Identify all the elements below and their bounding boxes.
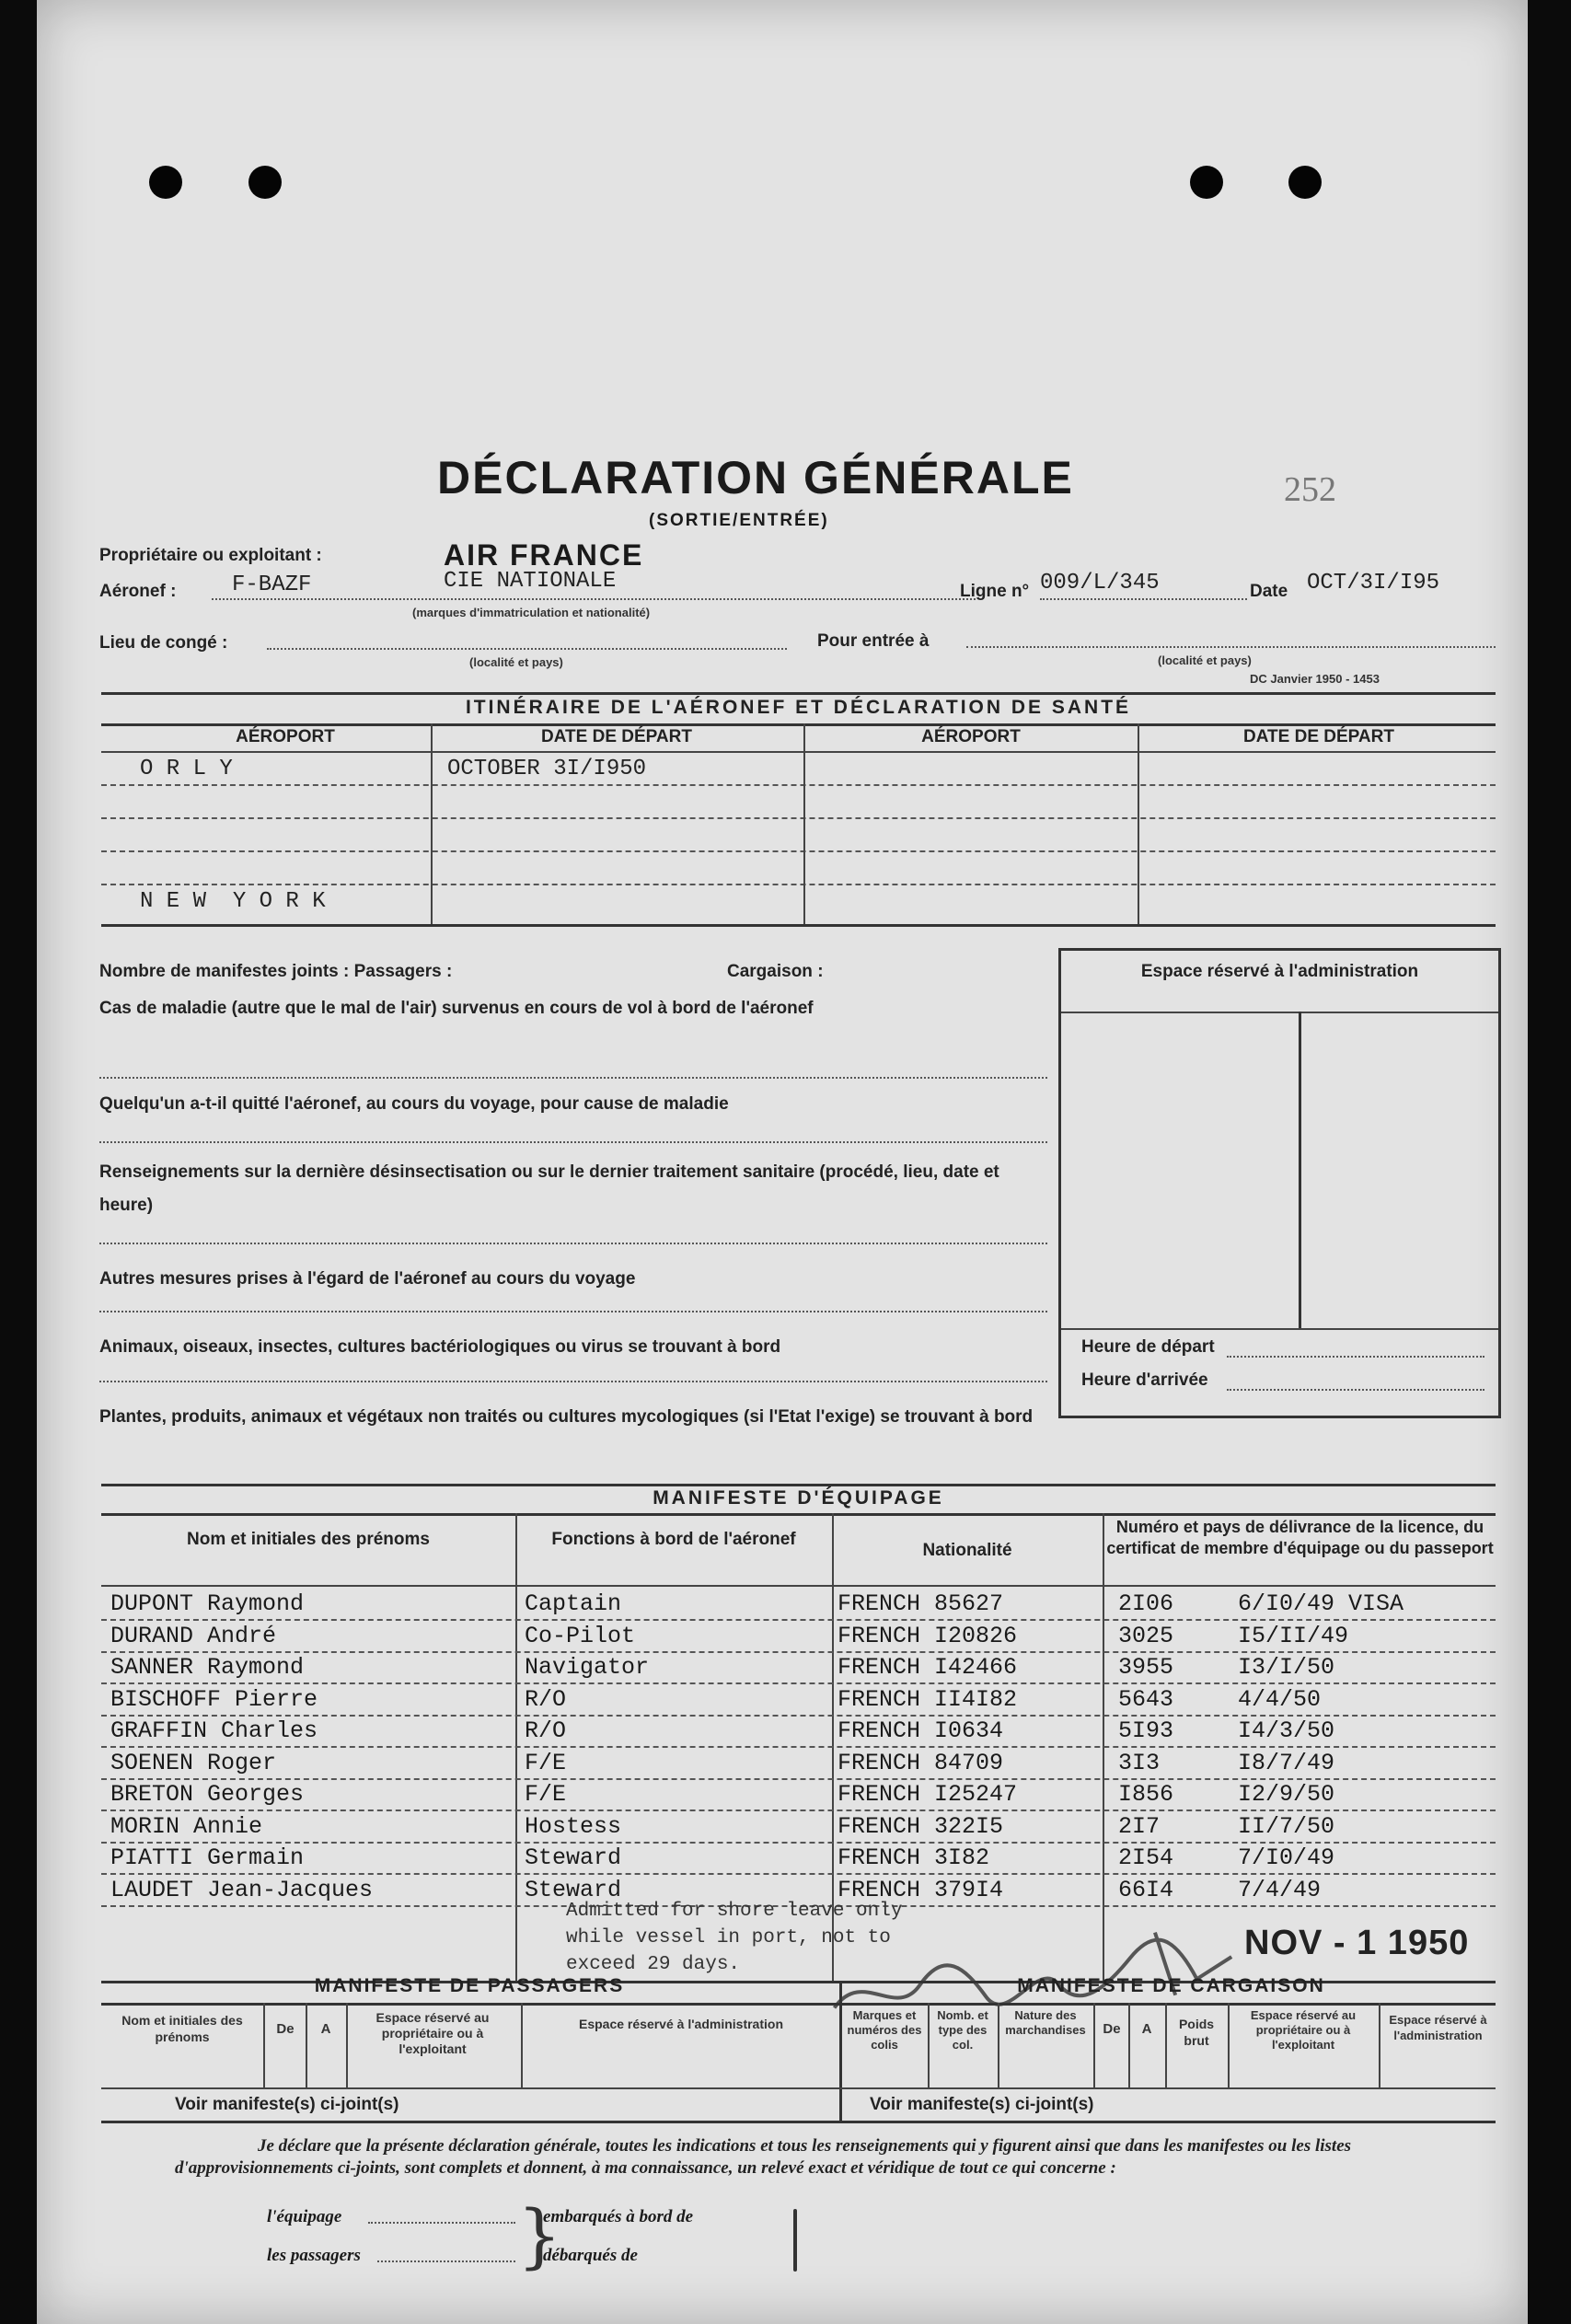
crew-row-line	[101, 1746, 1496, 1748]
line-dotted	[1040, 598, 1247, 600]
crew-license-date: I2/9/50	[1238, 1781, 1335, 1808]
entry-label: Pour entrée à	[817, 631, 930, 651]
itinerary-col-divider	[1138, 723, 1139, 924]
manifest-col-divider	[263, 2003, 265, 2087]
crew-col-divider	[1103, 1513, 1104, 1983]
crew-license-date: 6/I0/49 VISA	[1238, 1590, 1404, 1617]
stamp-number: 252	[1284, 470, 1336, 509]
departure-time-label: Heure de départ	[1081, 1337, 1215, 1357]
crew-function: R/O	[525, 1686, 567, 1713]
declaration-crew-line	[368, 2222, 515, 2224]
crew-name: MORIN Annie	[110, 1813, 263, 1840]
cargo-col-a: A	[1141, 2021, 1152, 2037]
crew-license-number: 3955	[1118, 1654, 1174, 1681]
itinerary-col-divider	[803, 723, 805, 924]
crew-row-line	[101, 1842, 1496, 1844]
crew-row-line	[101, 1873, 1496, 1875]
health-question-6: Plantes, produits, animaux et végétaux non traités ou cultures mycologiques (si l'Etat l'exige) se trouvant à bord	[99, 1407, 1034, 1427]
crew-nationality: FRENCH 322I5	[837, 1813, 1004, 1840]
crew-col-license: Numéro et pays de délivrance de la licence, du certificat de membre d'équipage ou du passeport	[1106, 1518, 1494, 1557]
declaration-crew-label: l'équipage	[267, 2207, 342, 2226]
answer-line	[99, 1243, 1047, 1244]
health-question-3: Renseignements sur la dernière désinsectisation ou sur le dernier traitement sanitaire (procédé, lieu, date et heure)	[99, 1162, 999, 1215]
cargo-col-weight: Poids brut	[1178, 2017, 1215, 2048]
crew-header-bottom	[101, 1585, 1496, 1587]
answer-line	[99, 1381, 1047, 1382]
crew-col-name: Nom et initiales des prénoms	[187, 1530, 430, 1549]
health-question-5: Animaux, oiseaux, insectes, cultures bactériologiques ou virus se trouvant à bord	[99, 1337, 781, 1357]
crew-nationality: FRENCH I42466	[837, 1654, 1018, 1681]
manifest-bottom-border	[101, 2121, 1496, 2123]
document-title: DÉCLARATION GÉNÉRALE	[437, 452, 1074, 503]
crew-function: R/O	[525, 1717, 567, 1744]
crew-title: MANIFESTE D'ÉQUIPAGE	[653, 1487, 944, 1509]
manifest-col-divider	[998, 2003, 999, 2087]
crew-function: Navigator	[525, 1654, 650, 1681]
itinerary-top-border	[101, 692, 1496, 695]
itinerary-row-line	[101, 884, 1496, 885]
itinerary-title: ITINÉRAIRE DE L'AÉRONEF ET DÉCLARATION DE SANTÉ	[465, 697, 1132, 718]
owner-value: AIR FRANCE	[444, 538, 644, 572]
itinerary-origin: O R L Y	[140, 757, 233, 781]
crew-name: DURAND André	[110, 1623, 277, 1649]
handwritten-mark	[793, 2209, 797, 2272]
crew-license-number: 2I06	[1118, 1590, 1174, 1617]
crew-name: BISCHOFF Pierre	[110, 1686, 318, 1713]
brace-icon: }	[517, 2194, 562, 2276]
manifest-col-divider	[346, 2003, 348, 2087]
itinerary-destination: N E W Y O R K	[140, 889, 326, 914]
document-page	[37, 0, 1528, 2324]
admin-box-divider	[1061, 1328, 1498, 1330]
manifest-center-divider	[839, 1981, 842, 2121]
admin-box-divider	[1061, 1012, 1498, 1013]
departure-place-line	[267, 648, 787, 650]
stamp-date: NOV - 1 1950	[1244, 1924, 1470, 1962]
itinerary-bottom-border	[101, 924, 1496, 927]
crew-function: Captain	[525, 1590, 622, 1617]
stamp-line: exceed 29 days.	[566, 1954, 741, 1975]
manifests-label: Nombre de manifestes joints : Passagers :	[99, 962, 453, 981]
crew-nationality: FRENCH II4I82	[837, 1686, 1018, 1713]
document-subtitle: (SORTIE/ENTRÉE)	[649, 511, 829, 530]
crew-license-number: 2I7	[1118, 1813, 1161, 1840]
crew-row-line	[101, 1715, 1496, 1717]
crew-name: DUPONT Raymond	[110, 1590, 305, 1617]
cargo-title: MANIFESTE DE CARGAISON	[1017, 1975, 1325, 1996]
punch-hole	[149, 166, 182, 199]
crew-license-number: 66I4	[1118, 1877, 1174, 1903]
crew-nationality: FRENCH 3I82	[837, 1844, 990, 1871]
aircraft-label: Aéronef :	[99, 582, 177, 601]
crew-nationality: FRENCH 84709	[837, 1750, 1004, 1776]
crew-license-number: 5643	[1118, 1686, 1174, 1713]
crew-name: BRETON Georges	[110, 1781, 305, 1808]
crew-row-line	[101, 1778, 1496, 1780]
crew-license-date: I3/I/50	[1238, 1654, 1335, 1681]
crew-function: Steward	[525, 1877, 622, 1903]
itinerary-col-divider	[431, 723, 433, 924]
departure-place-note: (localité et pays)	[469, 655, 563, 669]
passenger-col-name: Nom et initiales des prénoms	[121, 2013, 243, 2044]
line-label: Ligne n°	[960, 582, 1030, 601]
aircraft-registration: F-BAZF	[232, 572, 312, 597]
crew-name: LAUDET Jean-Jacques	[110, 1877, 374, 1903]
admin-box-title: Espace réservé à l'administration	[1140, 962, 1419, 981]
line-value: 009/L/345	[1040, 571, 1160, 595]
health-question-2: Quelqu'un a-t-il quitté l'aéronef, au cours du voyage, pour cause de maladie	[99, 1094, 729, 1114]
manifest-col-divider	[928, 2003, 930, 2087]
crew-nationality: FRENCH 379I4	[837, 1877, 1004, 1903]
itinerary-col-airport-1: AÉROPORT	[236, 727, 335, 746]
crew-top-border	[101, 1484, 1496, 1486]
crew-license-date: I4/3/50	[1238, 1717, 1335, 1744]
cargo-col-nature: Nature des marchandises	[1005, 2008, 1086, 2037]
declaration-embarked: embarqués à bord de	[543, 2207, 694, 2226]
manifest-col-divider	[1128, 2003, 1130, 2087]
cargo-see-manifest: Voir manifeste(s) ci-joint(s)	[870, 2095, 1094, 2114]
crew-name: SOENEN Roger	[110, 1750, 277, 1776]
arrival-time-label: Heure d'arrivée	[1081, 1370, 1208, 1390]
crew-license-date: I8/7/49	[1238, 1750, 1335, 1776]
answer-line	[99, 1141, 1047, 1143]
cargo-col-owner: Espace réservé au propriétaire ou à l'exploitant	[1250, 2008, 1357, 2052]
crew-function: Co-Pilot	[525, 1623, 636, 1649]
crew-function: F/E	[525, 1781, 567, 1808]
passenger-col-admin: Espace réservé à l'administration	[579, 2017, 783, 2031]
departure-time-line	[1227, 1356, 1484, 1358]
date-value: OCT/3I/I95	[1307, 571, 1440, 595]
crew-license-number: 3025	[1118, 1623, 1174, 1649]
manifest-col-divider	[1228, 2003, 1230, 2087]
stamp-line: while vessel in port, not to	[566, 1927, 891, 1948]
crew-nationality: FRENCH I25247	[837, 1781, 1018, 1808]
itinerary-row-line	[101, 850, 1496, 852]
crew-license-date: 4/4/50	[1238, 1686, 1322, 1713]
manifest-row-line	[101, 2087, 1496, 2089]
crew-col-function: Fonctions à bord de l'aéronef	[551, 1530, 796, 1549]
entry-line	[966, 646, 1496, 648]
cargo-col-count: Nomb. et type des col.	[937, 2008, 988, 2052]
crew-name: PIATTI Germain	[110, 1844, 305, 1871]
manifest-col-divider	[1165, 2003, 1167, 2087]
passenger-col-a: A	[320, 2021, 331, 2037]
crew-function: F/E	[525, 1750, 567, 1776]
punch-hole	[1190, 166, 1223, 199]
punch-hole	[248, 166, 282, 199]
itinerary-row-line	[101, 817, 1496, 819]
punch-hole	[1288, 166, 1322, 199]
itinerary-row-line	[101, 751, 1496, 753]
answer-line	[99, 1077, 1047, 1079]
passenger-see-manifest: Voir manifeste(s) ci-joint(s)	[175, 2095, 399, 2114]
crew-row-line	[101, 1651, 1496, 1653]
passengers-title: MANIFESTE DE PASSAGERS	[314, 1975, 625, 1996]
admin-box-divider	[1299, 1012, 1301, 1329]
health-question-4: Autres mesures prises à l'égard de l'aéronef au cours du voyage	[99, 1269, 636, 1289]
declaration-disembarked: débarqués de	[543, 2246, 638, 2265]
crew-license-number: 5I93	[1118, 1717, 1174, 1744]
manifest-header-border	[101, 2003, 1496, 2006]
departure-place-label: Lieu de congé :	[99, 633, 228, 653]
itinerary-col-date-1: DATE DE DÉPART	[541, 727, 692, 746]
answer-line	[99, 1311, 1047, 1312]
crew-license-date: II/7/50	[1238, 1813, 1335, 1840]
aircraft-note: (marques d'immatriculation et nationalité)	[412, 606, 651, 619]
manifest-col-divider	[306, 2003, 307, 2087]
cargo-col-admin: Espace réservé à l'administration	[1389, 2013, 1487, 2042]
crew-license-date: 7/I0/49	[1238, 1844, 1335, 1871]
manifest-col-divider	[1093, 2003, 1095, 2087]
arrival-time-line	[1227, 1389, 1484, 1391]
crew-name: SANNER Raymond	[110, 1654, 305, 1681]
declaration-passengers-line	[377, 2260, 515, 2262]
crew-header-border	[101, 1513, 1496, 1516]
crew-function: Hostess	[525, 1813, 622, 1840]
crew-row-line	[101, 1809, 1496, 1811]
date-label: Date	[1250, 582, 1288, 601]
crew-col-nationality: Nationalité	[922, 1541, 1012, 1560]
declaration-passengers-label: les passagers	[267, 2246, 361, 2265]
crew-license-date: 7/4/49	[1238, 1877, 1322, 1903]
cargo-count-label: Cargaison :	[727, 962, 824, 981]
crew-nationality: FRENCH 85627	[837, 1590, 1004, 1617]
itinerary-col-date-2: DATE DE DÉPART	[1243, 727, 1394, 746]
crew-license-number: I856	[1118, 1781, 1174, 1808]
owner-label: Propriétaire ou exploitant :	[99, 546, 322, 565]
health-question-1: Cas de maladie (autre que le mal de l'air) survenus en cours de vol à bord de l'aéronef	[99, 999, 814, 1018]
crew-nationality: FRENCH I0634	[837, 1717, 1004, 1744]
crew-name: GRAFFIN Charles	[110, 1717, 318, 1744]
cargo-col-marks: Marques et numéros des colis	[847, 2008, 922, 2052]
aircraft-dotted-line	[212, 598, 976, 600]
crew-license-number: 3I3	[1118, 1750, 1161, 1776]
cargo-col-de: De	[1103, 2021, 1121, 2037]
manifest-col-divider	[1379, 2003, 1380, 2087]
itinerary-col-airport-2: AÉROPORT	[921, 727, 1021, 746]
crew-function: Steward	[525, 1844, 622, 1871]
manifest-col-divider	[521, 2003, 523, 2087]
crew-license-number: 2I54	[1118, 1844, 1174, 1871]
itinerary-row-line	[101, 784, 1496, 786]
crew-row-line	[101, 1682, 1496, 1684]
admin-box	[1058, 948, 1501, 1418]
crew-col-divider	[515, 1513, 517, 1983]
passenger-col-de: De	[276, 2021, 295, 2037]
stamp-line: Admitted for shore leave only	[566, 1901, 903, 1922]
crew-row-line	[101, 1619, 1496, 1621]
declaration-text: Je déclare que la présente déclaration générale, toutes les indications et tous les renseignements qui y figurent ainsi que dans les manifestes ou les listes d'approvisionnements ci-joints, sont complets et donnent, à ma connaissance, un relevé exact et véridique de tout ce qui concerne :	[175, 2136, 1352, 2178]
itinerary-origin-date: OCTOBER 3I/I950	[447, 757, 647, 781]
crew-nationality: FRENCH I20826	[837, 1623, 1018, 1649]
itinerary-header-border	[101, 723, 1496, 726]
entry-note: (localité et pays)	[1158, 653, 1252, 667]
crew-license-date: I5/II/49	[1238, 1623, 1349, 1649]
aircraft-company: CIE NATIONALE	[444, 569, 617, 594]
passenger-col-owner: Espace réservé au propriétaire ou à l'exploitant	[375, 2010, 490, 2056]
form-reference: DC Janvier 1950 - 1453	[1250, 672, 1380, 686]
